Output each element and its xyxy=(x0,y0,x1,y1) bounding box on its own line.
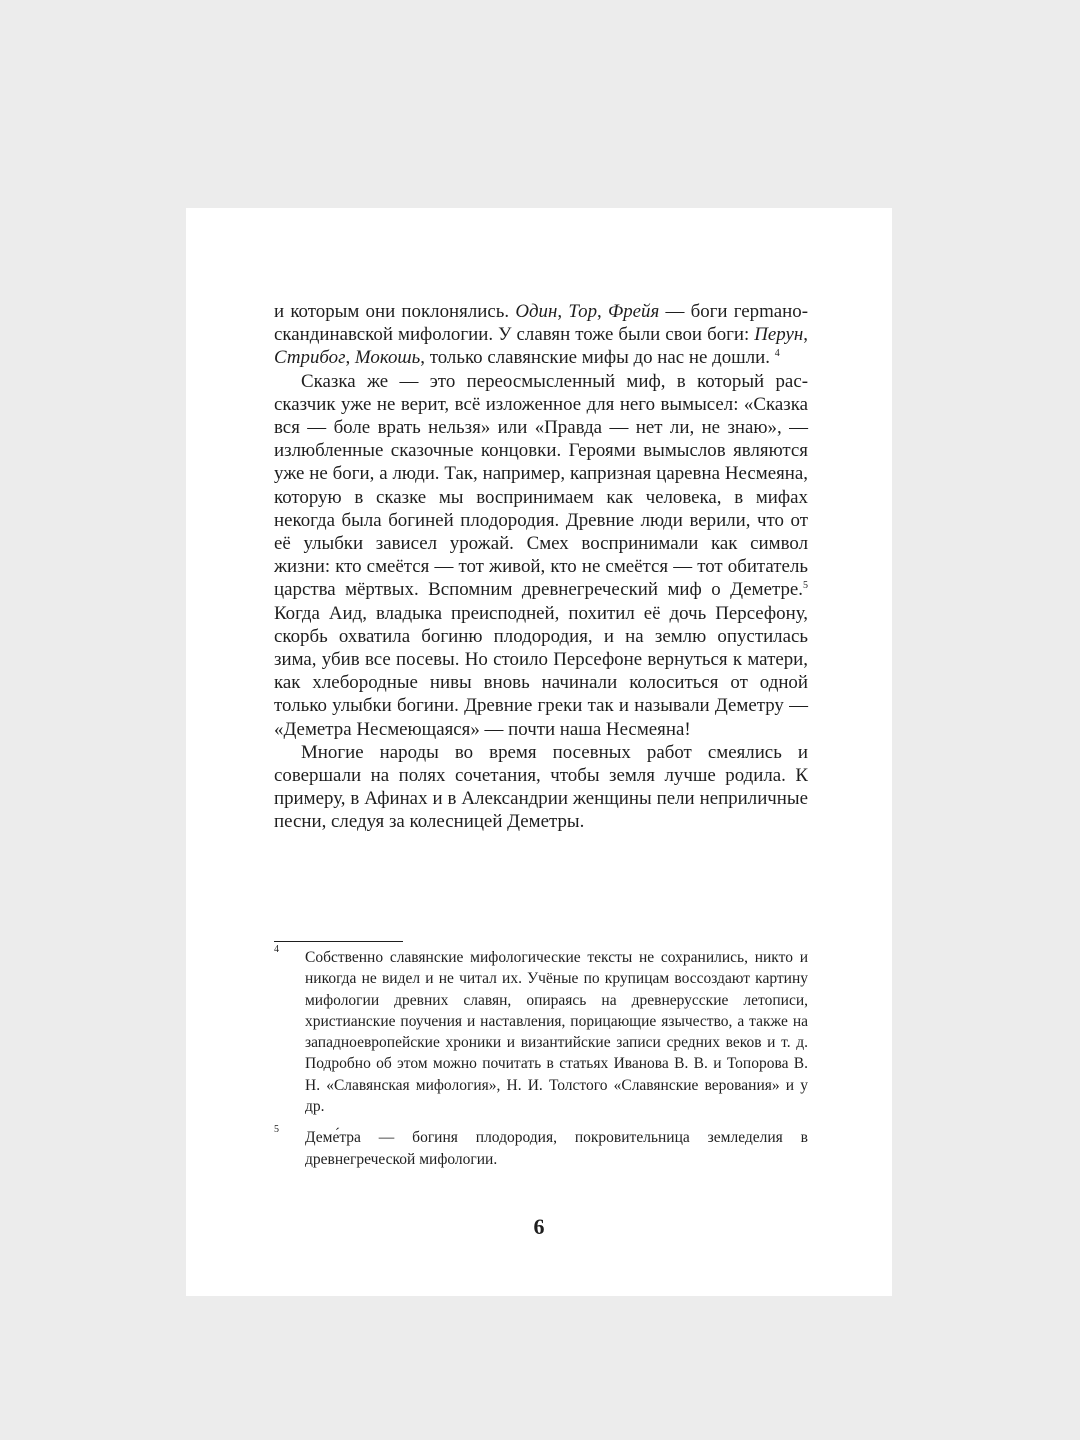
italic-name: Стрибог xyxy=(274,347,346,369)
footnote-mark: 4 xyxy=(274,944,279,955)
main-text xyxy=(274,300,808,834)
footnote-divider xyxy=(274,941,403,942)
paragraph-3: Многие народы во время посевных работ смеялись и совершали на полях сочетания, чтобы земля лучше родила. К примеру, в Афинах и в Александрии женщины пели неприличные песни, следуя за колесницей Деметры. xyxy=(274,741,808,833)
italic-name: Фрейя xyxy=(608,301,660,322)
text-run: , xyxy=(345,347,355,369)
footnote-5 xyxy=(274,1124,808,1170)
text-run: , только славянские мифы до нас не дошли. xyxy=(420,347,775,369)
text-run: — боги герmано-скандинавской мифологии. У славян тоже были свои боги: xyxy=(274,301,809,346)
italic-name: Тор xyxy=(568,301,598,322)
text-run: и которым они поклонялись. xyxy=(274,301,516,322)
footnote-text: Собственно славянские мифологические тексты не сохранились, никто и никогда не видел и не читал их. Учёные по крупицам воссоздают картину мифологии древних славян, опираясь на древнерусские летописи, христианские поучения и наставления, порицающие язычество, а также на западноевропейские хроники и византийские записи средних веков и т. д. Подробно об этом можно почитать в статьях Иванова В. В. и Топорова В. Н. «Славянская мифология», Н. И. Толстого «Славянские верования» и у др. xyxy=(305,949,808,1116)
footnote-4 xyxy=(274,944,808,1117)
italic-name: Один xyxy=(515,301,558,322)
paragraph-1 xyxy=(274,300,808,370)
footnote-text: Деме́тра — богиня плодородия, покровительница земледелия в древнегреческой мифологии. xyxy=(305,1129,808,1168)
text-run: Когда Аид, владыка преисподней, похитил её дочь Персефону, скорбь охватила богиню плодородия, и на землю опустилась зима, убив все посевы. Но стоило Персефоне вернуться к матери, как хлебородные нивы вновь начинали колоситься от одной только улыбки богини. Древние греки так и называли Деметру — «Деметра Несмеющаяся» — почти наша Несмеяна! xyxy=(274,602,808,740)
footnote-ref: 4 xyxy=(774,348,780,360)
footnotes xyxy=(274,944,808,1170)
page-number: 6 xyxy=(533,1214,545,1239)
italic-name: Мокошь xyxy=(354,347,421,369)
footnote-mark: 5 xyxy=(274,1124,279,1136)
text-run: , xyxy=(803,324,808,346)
book-page xyxy=(186,208,892,1296)
footnote-ref: 5 xyxy=(803,580,808,592)
text-run: , xyxy=(557,301,569,322)
text-run: Сказка же — это переосмысленный миф, в который рассказчик уже не верит, всё изложенное для него вымысел: «Сказка вся — боле врать нельзя» или «Правда — нет ли, не знаю», — излюбленные сказочные концовки. Героями вымыслов являются уже не боги, а люди. Так, например, капризная царевна Несмеяна, которую в сказке мы воспринимаем как человека, в мифах некогда была богиней плодородия. Древние люди верили, что от её улыбки зависел урожай. Смех воспринимали как символ жизни: кто смеётся — тот живой, кто не смеётся — тот обитатель царства мёртвых. Вспомним древнегреческий миф о Деметре. xyxy=(274,370,808,601)
paragraph-2 xyxy=(274,370,808,741)
italic-name: Перун xyxy=(754,324,804,346)
text-run: , xyxy=(597,301,608,322)
